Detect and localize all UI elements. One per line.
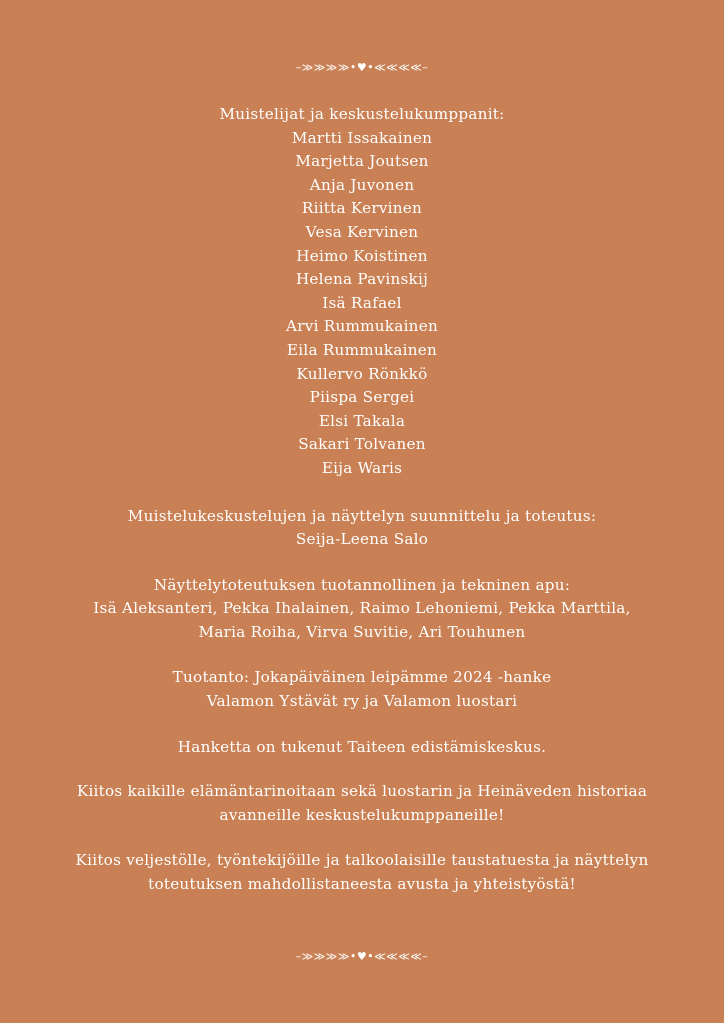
technical-names-line-1: Isä Aleksanteri, Pekka Ihalainen, Raimo Lehoniemi, Pekka Marttila,	[93, 599, 631, 618]
planning-section	[0, 505, 724, 552]
participant-name: Elsi Takala	[318, 411, 406, 430]
support-text: Hanketta on tukenut Taiteen edistämiskeskus.	[177, 737, 547, 756]
participant-name: Martti Issakainen	[291, 128, 433, 147]
participant-name: Arvi Rummukainen	[286, 317, 438, 336]
technical-section	[0, 574, 724, 645]
top-ornament: –≫≫≫≫•♥•≪≪≪≪–	[295, 61, 429, 74]
participants-heading: Muistelijat ja keskustelukumppanit:	[219, 105, 505, 123]
participant-name: Sakari Tolvanen	[298, 435, 426, 454]
participant-name: Vesa Kervinen	[305, 222, 419, 241]
bottom-ornament: –≫≫≫≫•♥•≪≪≪≪–	[295, 950, 429, 963]
production-line-2: Valamon Ystävät ry ja Valamon luostari	[206, 692, 518, 711]
production-line-1: Tuotanto: Jokapäiväinen leipämme 2024 -hanke	[172, 668, 552, 687]
participant-name: Isä Rafael	[322, 293, 402, 312]
participant-name: Marjetta Joutsen	[295, 152, 429, 171]
planning-name: Seija-Leena Salo	[295, 530, 429, 549]
participant-name: Helena Pavinskij	[295, 270, 429, 289]
thanks-1-line-2: avanneille keskustelukumppaneille!	[219, 805, 505, 824]
thanks-2-line-2: toteutuksen mahdollistaneesta avusta ja yhteistyöstä!	[148, 875, 576, 894]
participant-name: Eija Waris	[321, 458, 403, 477]
thanks-2-line-1: Kiitos veljestölle, työntekijöille ja talkoolaisille taustatuesta ja näyttelyn	[75, 851, 649, 870]
participant-name: Piispa Sergei	[309, 388, 415, 407]
participant-name: Kullervo Rönkkö	[296, 364, 428, 383]
planning-heading: Muistelukeskustelujen ja näyttelyn suunnittelu ja toteutus:	[127, 506, 597, 525]
technical-heading: Näyttelytoteutuksen tuotannollinen ja tekninen apu:	[153, 575, 571, 594]
support-section	[0, 736, 724, 760]
production-section	[0, 666, 724, 713]
credits-content	[0, 103, 724, 897]
participant-name: Eila Rummukainen	[286, 340, 438, 359]
technical-names-line-2: Maria Roiha, Virva Suvitie, Ari Touhunen	[198, 622, 526, 641]
participant-name: Heimo Koistinen	[296, 246, 428, 265]
participants-section	[0, 103, 724, 481]
thanks-1-line-1: Kiitos kaikille elämäntarinoitaan sekä luostarin ja Heinäveden historiaa	[76, 782, 648, 801]
thanks-section-1	[0, 780, 724, 827]
thanks-section-2	[0, 849, 724, 896]
participant-name: Riitta Kervinen	[301, 199, 423, 218]
participant-name: Anja Juvonen	[309, 175, 415, 194]
